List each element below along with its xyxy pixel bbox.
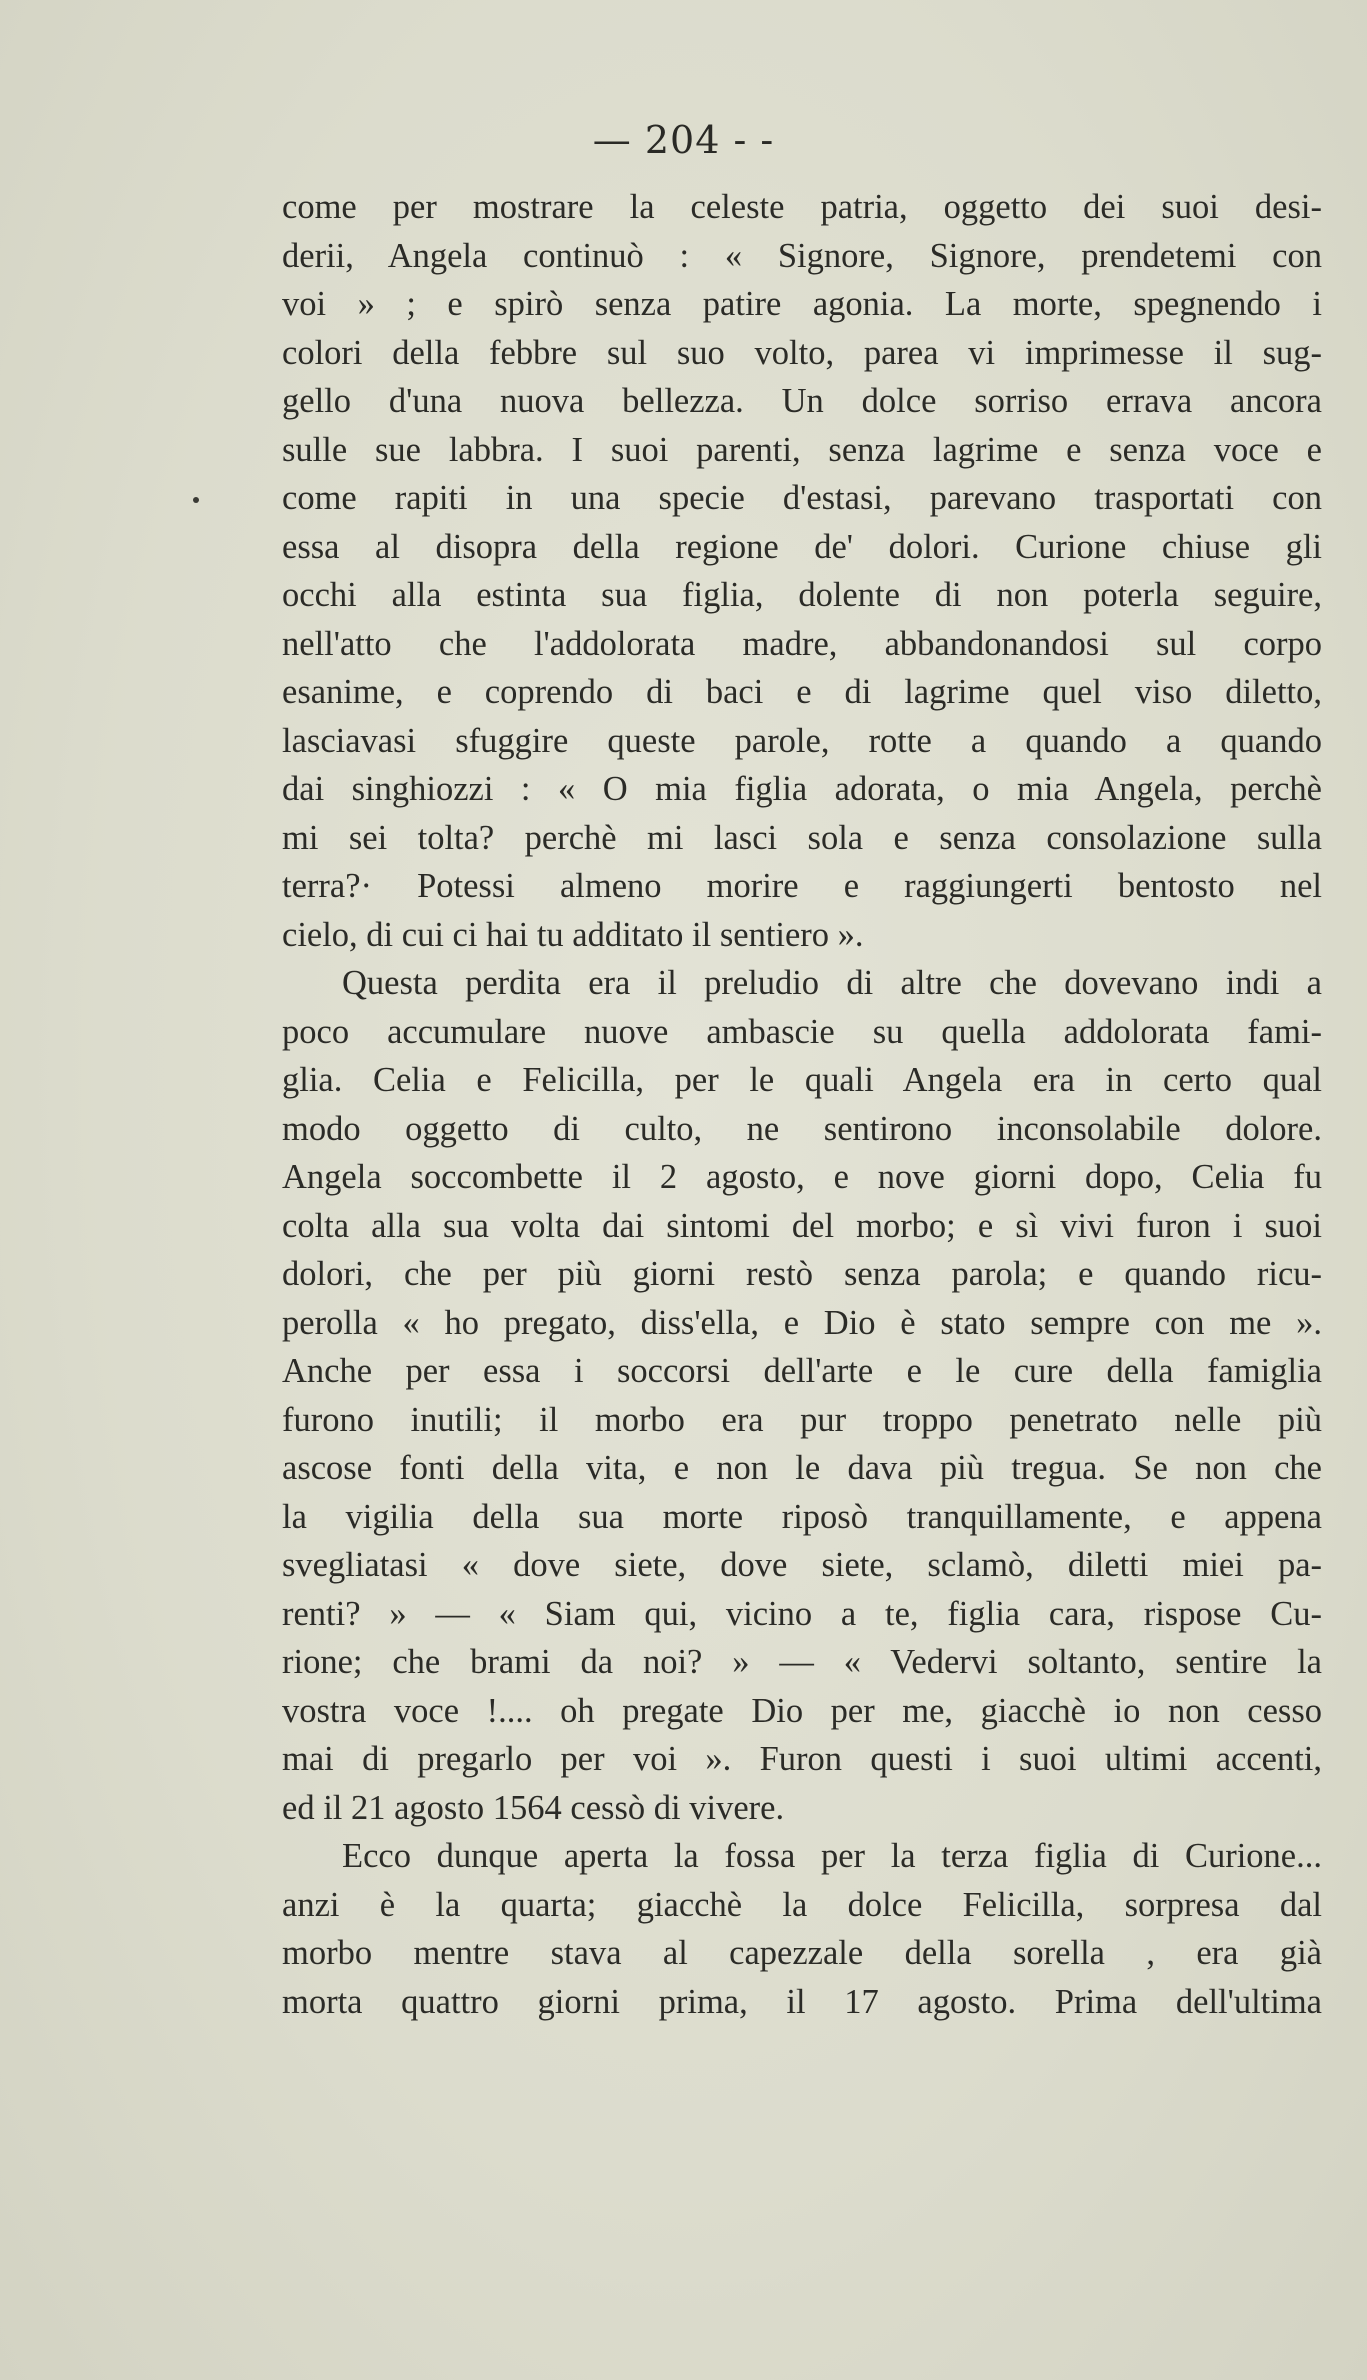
text-line: perolla « ho pregato, diss'ella, e Dio è stato sempre con me ». bbox=[282, 1303, 1322, 1342]
text-line: anzi è la quarta; giacchè la dolce Felicilla, sorpresa dal bbox=[282, 1885, 1322, 1924]
paragraph-2 bbox=[282, 959, 1322, 1832]
text-line: Anche per essa i soccorsi dell'arte e le cure della famiglia bbox=[282, 1352, 1322, 1390]
text-line: derii, Angela continuò : « Signore, Signore, prendetemi con bbox=[282, 236, 1322, 275]
text-line: furono inutili; il morbo era pur troppo penetrato nelle più bbox=[282, 1400, 1322, 1439]
body-text bbox=[282, 183, 1322, 2026]
text-line: ascose fonti della vita, e non le dava più tregua. Se non che bbox=[282, 1449, 1322, 1487]
text-line: gello d'una nuova bellezza. Un dolce sorriso errava ancora bbox=[282, 382, 1322, 420]
text-line: colori della febbre sul suo volto, parea vi imprimesse il sug- bbox=[282, 333, 1322, 372]
text-line: dolori, che per più giorni restò senza parola; e quando ricu- bbox=[282, 1255, 1322, 1293]
text-line: come per mostrare la celeste patria, oggetto dei suoi desi- bbox=[282, 188, 1322, 226]
text-line: svegliatasi « dove siete, dove siete, sclamò, diletti miei pa- bbox=[282, 1546, 1322, 1584]
text-line: dai singhiozzi : « O mia figlia adorata, o mia Angela, perchè bbox=[282, 770, 1322, 808]
text-line: mai di pregarlo per voi ». Furon questi i suoi ultimi accenti, bbox=[282, 1740, 1322, 1778]
text-line: lasciavasi sfuggire queste parole, rotte a quando a quando bbox=[282, 721, 1322, 760]
text-line: nell'atto che l'addolorata madre, abbandonandosi sul corpo bbox=[282, 624, 1322, 663]
margin-dot-mark bbox=[193, 497, 199, 503]
text-line: morta quattro giorni prima, il 17 agosto. Prima dell'ultima bbox=[282, 1982, 1322, 2021]
text-line: glia. Celia e Felicilla, per le quali Angela era in certo qual bbox=[282, 1061, 1322, 1099]
text-line: renti? » — « Siam qui, vicino a te, figlia cara, rispose Cu- bbox=[282, 1594, 1322, 1633]
text-line: vostra voce !.... oh pregate Dio per me, giacchè io non cesso bbox=[282, 1691, 1322, 1730]
text-line: sulle sue labbra. I suoi parenti, senza lagrime e senza voce e bbox=[282, 430, 1322, 469]
paragraph-1 bbox=[282, 183, 1322, 959]
text-line: essa al disopra della regione de' dolori. Curione chiuse gli bbox=[282, 527, 1322, 566]
text-line: Questa perdita era il preludio di altre che dovevano indi a bbox=[342, 964, 1322, 1002]
text-line: come rapiti in una specie d'estasi, parevano trasportati con bbox=[282, 479, 1322, 517]
text-line: mi sei tolta? perchè mi lasci sola e senza consolazione sulla bbox=[282, 818, 1322, 857]
paragraph-3 bbox=[282, 1832, 1322, 2026]
text-line: poco accumulare nuove ambascie su quella addolorata fami- bbox=[282, 1012, 1322, 1051]
text-line: rione; che brami da noi? » — « Vedervi soltanto, sentire la bbox=[282, 1643, 1322, 1681]
text-line: terra?· Potessi almeno morire e raggiungerti bentosto nel bbox=[282, 867, 1322, 905]
text-line: cielo, di cui ci hai tu additato il sentiero ». bbox=[282, 915, 864, 954]
text-line: Ecco dunque aperta la fossa per la terza figlia di Curione... bbox=[342, 1837, 1322, 1875]
text-line: voi » ; e spirò senza patire agonia. La morte, spegnendo i bbox=[282, 285, 1322, 323]
text-line: la vigilia della sua morte riposò tranquillamente, e appena bbox=[282, 1497, 1322, 1536]
text-line: modo oggetto di culto, ne sentirono inconsolabile dolore. bbox=[282, 1109, 1322, 1148]
text-line: esanime, e coprendo di baci e di lagrime quel viso diletto, bbox=[282, 673, 1322, 711]
text-line: ed il 21 agosto 1564 cessò di vivere. bbox=[282, 1788, 785, 1827]
page-number: — 204 - - bbox=[592, 118, 775, 162]
text-line: occhi alla estinta sua figlia, dolente di non poterla seguire, bbox=[282, 576, 1322, 614]
text-line: colta alla sua volta dai sintomi del morbo; e sì vivi furon i suoi bbox=[282, 1206, 1322, 1245]
text-line: Angela soccombette il 2 agosto, e nove giorni dopo, Celia fu bbox=[282, 1158, 1322, 1196]
text-line: morbo mentre stava al capezzale della sorella , era già bbox=[282, 1934, 1322, 1972]
